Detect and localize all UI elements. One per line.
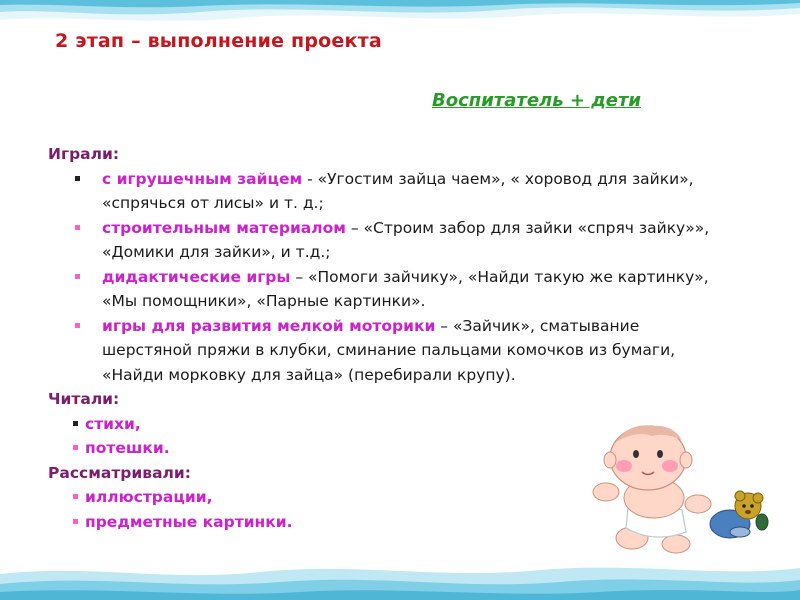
item-highlight: строительным материалом <box>102 218 346 237</box>
played-list <box>48 167 728 388</box>
item-text: – «Строим забор для зайки «спряч зайку»», «Домики для зайки», и т.д.; <box>102 218 710 261</box>
page-subtitle: Воспитатель + дети <box>432 90 641 111</box>
square-bullet-icon <box>73 519 78 524</box>
item-highlight: с игрушечным зайцем <box>102 169 303 188</box>
page-title: 2 этап – выполнение проекта <box>55 30 382 52</box>
list-item <box>48 314 728 388</box>
item-text: – «Помоги зайчику», «Найди такую же картинку», «Мы помощники», «Парные картинки». <box>102 267 709 310</box>
item-text: - «Угостим зайца чаем», « хоровод для зайки», «спрячься от лисы» и т. д.; <box>102 169 694 212</box>
square-bullet-icon <box>75 274 80 279</box>
item-text: стихи, <box>85 414 141 433</box>
item-text: потешки. <box>85 439 170 457</box>
section-heading-viewed: Рассматривали: <box>48 463 191 482</box>
item-text: иллюстрации, <box>85 488 213 506</box>
list-item <box>48 265 728 314</box>
list-item <box>48 216 728 265</box>
square-bullet-icon <box>75 176 80 181</box>
bottom-wave-decoration <box>0 560 800 600</box>
square-bullet-icon <box>73 494 78 499</box>
item-text: – «Зайчик», сматывание шерстяной пряжи в клубки, сминание пальцами комочков из бумаги, «Найди морковку для зайца» (перебирали крупу). <box>102 316 676 384</box>
square-bullet-icon <box>75 225 80 230</box>
square-bullet-icon <box>75 323 80 328</box>
baby-with-teddy-illustration <box>590 420 770 555</box>
section-heading-read: Читали: <box>48 390 120 408</box>
list-item <box>48 167 728 216</box>
square-bullet-icon <box>73 421 78 426</box>
item-text: предметные картинки. <box>85 512 293 531</box>
item-highlight: дидактические игры <box>102 267 291 286</box>
section-heading-played: Играли: <box>48 145 120 163</box>
item-highlight: игры для развития мелкой моторики <box>102 316 436 335</box>
square-bullet-icon <box>73 445 78 450</box>
